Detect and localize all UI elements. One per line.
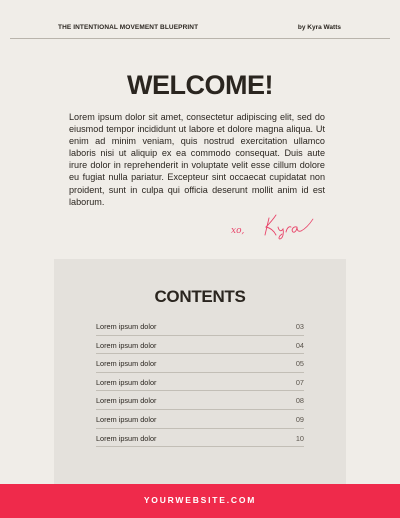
toc-entry-title: Lorem ipsum dolor (96, 359, 157, 369)
toc-entry[interactable] (96, 354, 304, 373)
toc-entry[interactable] (96, 336, 304, 355)
welcome-heading: WELCOME! (127, 70, 273, 100)
toc-entry-title: Lorem ipsum dolor (96, 433, 157, 443)
author-byline: by Kyra Watts (297, 24, 341, 31)
website-link[interactable]: YOURWEBSITE.COM (143, 495, 257, 505)
toc-entry[interactable] (96, 391, 304, 410)
toc-entry-title: Lorem ipsum dolor (96, 340, 157, 350)
page-header (10, 18, 390, 39)
contents-heading: CONTENTS (154, 287, 246, 306)
toc-entry-page-number: 05 (295, 359, 304, 369)
toc-entry-page-number: 04 (295, 340, 304, 350)
table-of-contents (96, 317, 304, 447)
welcome-paragraph: Lorem ipsum dolor sit amet, consectetur adipiscing elit, sed do eiusmod tempor incididunt ut labore et dolore magna aliqua. Ut enim ad minim veniam, quis nostrud exercitation ullamco laboris nisi ut aliquip ex ea commodo consequat. Duis aute irure dolor in reprehenderit in voluptate velit esse cillum dolore eu fugiat nulla pariatur. Excepteur sint occaecat cupidatat non proident, sunt in culpa qui officia deserunt mollit anim id est laborum. (69, 112, 325, 207)
signature (225, 205, 325, 241)
toc-entry-page-number: 09 (295, 414, 304, 424)
toc-entry[interactable] (96, 373, 304, 392)
contents-panel (54, 259, 346, 489)
toc-entry-page-number: 08 (295, 396, 304, 406)
toc-entry[interactable] (96, 317, 304, 336)
toc-entry-page-number: 03 (295, 322, 304, 331)
toc-entry-title: Lorem ipsum dolor (96, 322, 157, 331)
toc-entry-page-number: 07 (295, 377, 304, 387)
toc-entry-title: Lorem ipsum dolor (96, 414, 157, 424)
svg-text:xo,: xo, (231, 226, 245, 236)
signature-handwriting (225, 205, 325, 241)
toc-entry-title: Lorem ipsum dolor (96, 377, 157, 387)
toc-entry[interactable] (96, 429, 304, 448)
footer-bar (0, 484, 400, 518)
toc-entry-page-number: 10 (295, 433, 304, 443)
toc-entry-title: Lorem ipsum dolor (96, 396, 157, 406)
document-title: THE INTENTIONAL MOVEMENT BLUEPRINT (58, 24, 199, 31)
toc-entry[interactable] (96, 410, 304, 429)
